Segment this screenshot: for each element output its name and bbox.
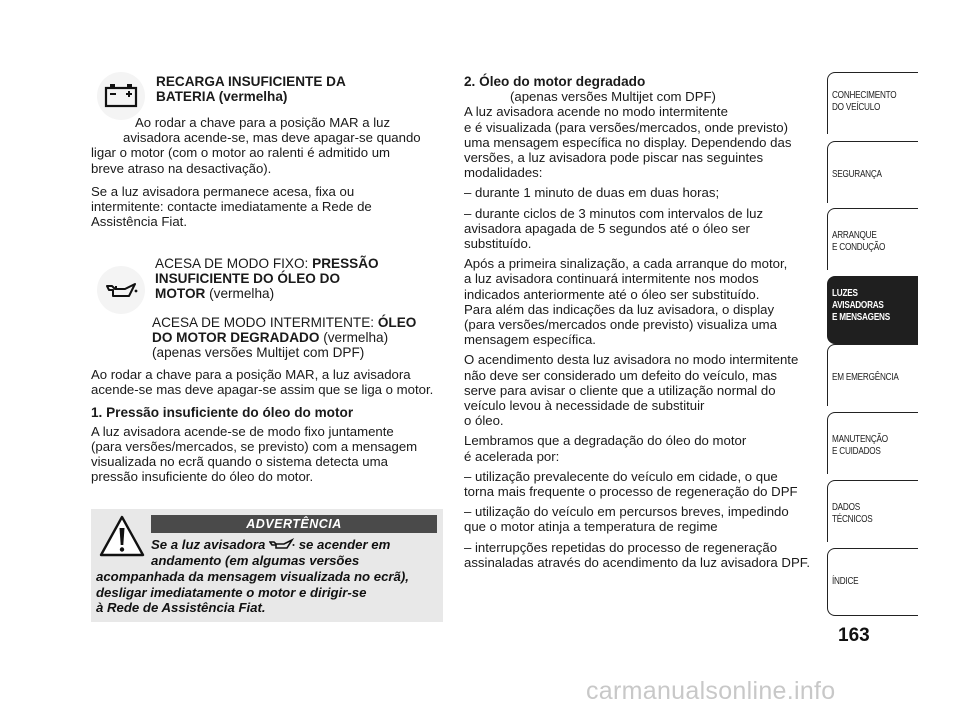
tab-arranque[interactable]: ARRANQUE E CONDUÇÃO [827, 208, 918, 270]
oil-blink-heading: ACESA DE MODO INTERMITENTE: ÓLEO DO MOTOR DEGRADADO (vermelha) (apenas versões Multijet com DPF) [152, 315, 417, 361]
right-dash1: – durante 1 minuto de duas em duas horas; [464, 185, 720, 201]
tab-manutencao[interactable]: MANUTENÇÃO E CUIDADOS [827, 412, 918, 474]
battery-description: Ao rodar a chave para a posição MAR a luz avisadora acende-se, mas deve apagar-se quando ligar o motor (com o motor ao ralenti é admitido um breve atraso na desactivação). Se a luz avisadora permanece acesa, fixa ou intermitente: contacte imediatamente a Rede de Assistência Fiat. [91, 115, 421, 230]
warning-text-top: Se a luz avisadora se acender em andamento (em algumas versões [151, 537, 391, 569]
right-p4: Lembramos que a degradação do óleo do motor é acelerada por: [464, 433, 747, 464]
page-number: 163 [838, 625, 870, 646]
right-p1: A luz avisadora acende no modo intermitente e é visualizada (para versões/mercados, onde previsto) uma mensagem específica no display. Dependendo das versões, a luz avisadora pode piscar nas seguintes modalidades: [464, 104, 792, 181]
tab-dados-tecnicos[interactable]: DADOS TÉCNICOS [827, 480, 918, 542]
oil-description: Ao rodar a chave para a posição MAR, a luz avisadora acende-se mas deve apagar-se assim que se liga o motor. 1. Pressão insuficiente do óleo do motor A luz avisadora acende-se de modo fixo juntamente (para versões/mercados, se previsto) com a mensagem visualizada no ecrã quando o sistema detecta uma pressão insuficiente do óleo do motor. [91, 367, 446, 484]
battery-title: RECARGA INSUFICIENTE DA BATERIA (vermelha) [156, 74, 346, 105]
oil-can-icon [97, 266, 145, 314]
warning-triangle-icon [99, 514, 145, 563]
tab-emergencia[interactable]: EM EMERGÊNCIA [827, 344, 918, 406]
right-column: 2. Óleo do motor degradado (apenas versões Multijet com DPF) A luz avisadora acende no modo intermitente e é visualizada (para versões/mercados, onde previsto) uma mensagem específica no display. Dependendo das versões, a luz avisadora pode piscar nas seguintes modalidades: – durante 1 minuto de duas em duas horas; – durante ciclos de 3 minutos com intervalos de luz avisadora apagada de 5 segundos até o óleo ser substituído. Após a primeira sinalização, a cada arranque do motor, a luz avisadora continuará intermitente nos modos indicados anteriormente até o óleo ser substituído. Para além das indicações da luz avisadora, o display (para versões/mercados onde previsto) visualiza uma mensagem específica. O acendimento desta luz avisadora no modo intermitente não deve ser considerado um defeito do veículo, mas serve para avisar o cliente que a utilização normal do veículo levou à necessidade de substituir o óleo. Lembramos que a degradação do óleo do motor é acelerada por: – utilização prevalecente do veículo em cidade, o que torna mais frequente o processo de regeneração do DPF – utilização do veículo em percursos breves, impedindo que o motor atinja a temperatura de regime – interrupções repetidas do processo de regeneração assinaladas através do acendimento da luz avisadora DPF. [464, 74, 820, 570]
oil-degraded-heading: 2. Óleo do motor degradado [464, 74, 646, 89]
right-dash2: – durante ciclos de 3 minutos com intervalos de luz avisadora apagada de 5 segundos até o óleo ser substituído. [464, 205, 764, 252]
right-p2: Após a primeira sinalização, a cada arranque do motor, a luz avisadora continuará intermitente nos modos indicados anteriormente até o óleo ser substituído. Para além das indicações da luz avisadora, o display (para versões/mercados onde previsto) visualiza uma mensagem específica. [464, 256, 788, 348]
oil-can-small-icon [269, 538, 295, 554]
right-bullet1: – utilização prevalecente do veículo em cidade, o que torna mais frequente o processo de regeneração do DPF [464, 468, 798, 500]
right-bullet2: – utilização do veículo em percursos breves, impedindo que o motor atinja a temperatura de regime [464, 504, 789, 535]
tab-luzes-avisadoras[interactable]: LUZES AVISADORAS E MENSAGENS [827, 276, 918, 344]
tab-indice[interactable]: ÍNDICE [827, 548, 918, 616]
right-bullet3: – interrupções repetidas do processo de regeneração assinaladas através do acendimento da luz avisadora DPF. [464, 539, 811, 570]
tab-seguranca[interactable]: SEGURANÇA [827, 141, 918, 203]
warning-text-bottom: acompanhada da mensagem visualizada no ecrã), desligar imediatamente o motor e dirigir-se à Rede de Assistência Fiat. [96, 569, 409, 616]
oil-fixed-heading: ACESA DE MODO FIXO: PRESSÃO INSUFICIENTE DO ÓLEO DO MOTOR (vermelha) [155, 256, 379, 302]
watermark: carmanualsonline.info [586, 677, 836, 705]
tab-conhecimento[interactable]: CONHECIMENTO DO VEÍCULO [827, 72, 918, 134]
oil-subheading: 1. Pressão insuficiente do óleo do motor [91, 405, 354, 421]
warning-header: ADVERTÊNCIA [151, 515, 437, 533]
right-p3: O acendimento desta luz avisadora no modo intermitente não deve ser considerado um defeito do veículo, mas serve para avisar o cliente que a utilização normal do veículo levou à necessidade de substituir o óleo. [464, 352, 799, 429]
battery-icon [97, 72, 145, 120]
